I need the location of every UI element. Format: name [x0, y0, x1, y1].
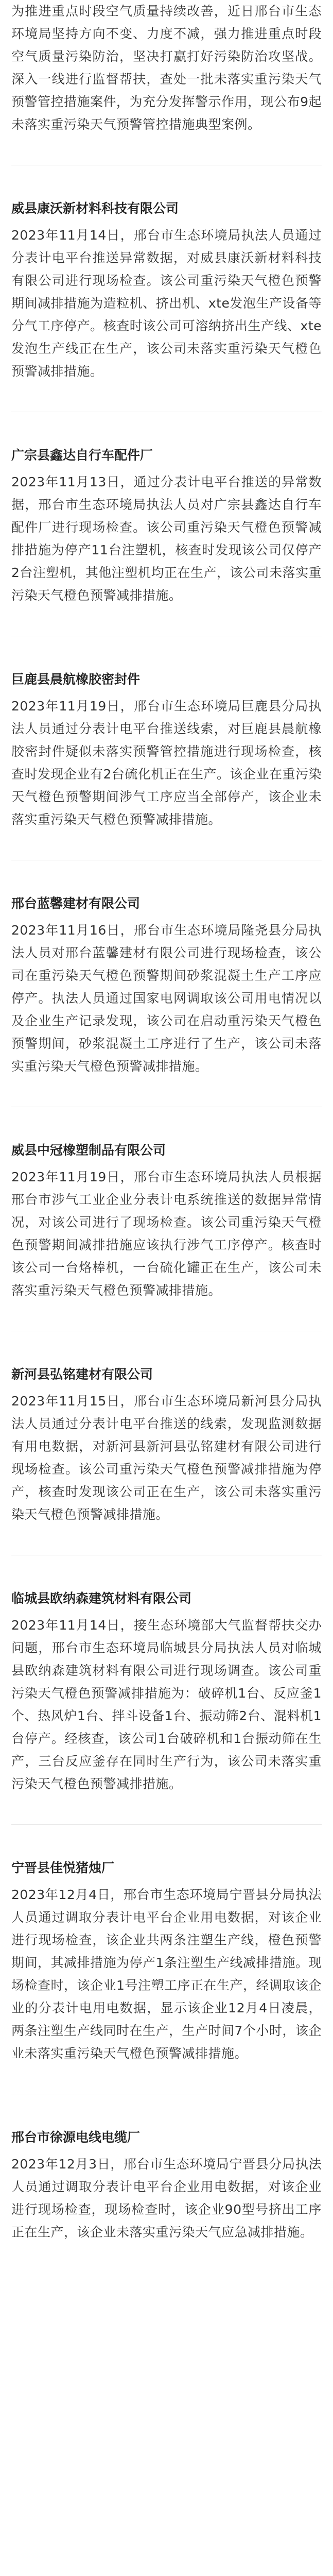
case-body: 2023年12月3日，邢台市生态环境局宁晋县分局执法人员通过调取分表计电平台企业用电数据，对该企业进行现场检查，现场检查时，该企业90型号挤出工序正在生产，该企业未落实重污染天气应急减排措施。	[11, 2157, 322, 2240]
case-body: 2023年11月19日，邢台市生态环境局巨鹿县分局执法人员通过分表计电平台推送线索，对巨鹿县晨航橡胶密封件疑似未落实预警管控措施进行现场检查，核查时发现企业有2台硫化机正在生产。该企业在重污染天气橙色预警期间涉气工序应当全部停产，该企业未落实重污染天气橙色预警减排措施。	[11, 699, 322, 827]
case-section	[11, 892, 322, 1078]
case-body: 2023年12月4日，邢台市生态环境局宁晋县分局执法人员通过调取分表计电平台企业用电数据，对该企业进行现场检查，该企业共两条注塑生产线，橙色预警期间，其减排措施为停产1条注塑生产线减排措施。现场检查时，该企业1号注塑工序正在生产，经调取该企业的分表计电用电数据，显示该企业12月4日凌晨，两条注塑生产线同时在生产，生产时间7个小时，该企业未落实重污染天气橙色预警减排措施。	[11, 1887, 322, 2061]
case-section	[11, 1139, 322, 1302]
section-divider	[11, 1824, 322, 1825]
case-section	[11, 444, 322, 607]
case-title: 威县中冠橡塑制品有限公司	[11, 1143, 166, 1158]
case-section	[11, 1857, 322, 2065]
case-title: 邢台蓝馨建材有限公司	[11, 896, 141, 911]
case-title: 邢台市徐源电线电缆厂	[11, 2130, 141, 2145]
case-body: 2023年11月14日，接生态环境部大气监督帮扶交办问题，邢台市生态环境局临城县分局执法人员对临城县欧纳森建筑材料有限公司进行现场调查。该公司重污染天气橙色预警减排措施为：破碎机1台、反应釜1个、热风炉1台、拌斗设备1台、振动筛2台、混料机1台停产。经核查，该公司1台破碎机和1台振动筛在生产，三台反应釜存在同时生产行为，该公司未落实重污染天气橙色预警减排措施。	[11, 1618, 322, 1791]
case-body: 2023年11月19日，邢台市生态环境局执法人员根据邢台市涉气工业企业分表计电系统推送的数据异常情况，对该公司进行了现场检查。该公司重污染天气橙色预警期间减排措施应该执行涉气工序停产。核查时该公司一台烙棒机，一台硫化罐正在生产，该公司未落实重污染天气橙色预警减排措施。	[11, 1170, 322, 1298]
case-body: 2023年11月13日，通过分表计电平台推送的异常数据，邢台市生态环境局执法人员对广宗县鑫达自行车配件厂进行现场检查。该公司重污染天气橙色预警减排措施为停产11台注塑机，核查时发现该公司仅停产2台注塑机，其他注塑机均正在生产，该公司未落实重污染天气橙色预警减排措施。	[11, 474, 322, 603]
intro-paragraph: 为推进重点时段空气质量持续改善，近日邢台市生态环境局坚持方向不变、力度不减，强力推进重点时段空气质量污染防治，坚决打赢打好污染防治攻坚战。深入一线进行监督帮扶，查处一批未落实重污染天气预警管控措施案件，为充分发挥警示作用，现公布9起未落实重污染天气预警管控措施典型案例。	[11, 4, 322, 132]
case-title: 宁晋县佳悦猪烛厂	[11, 1860, 115, 1875]
case-body: 2023年11月15日，邢台市生态环境局新河县分局执法人员通过分表计电平台推送的线索，发现监测数据有用电数据，对新河县新河县弘铭建材有限公司进行现场检查。该公司重污染天气橙色预警减排措施为停产，核查时发现该公司正在生产，该公司未落实重污染天气橙色预警减排措施。	[11, 1394, 322, 1522]
case-section	[11, 197, 322, 383]
case-section	[11, 668, 322, 831]
case-body: 2023年11月14日，邢台市生态环境局执法人员通过分表计电平台推送异常数据，对威县康沃新材料科技有限公司进行现场检查。该公司重污染天气橙色预警期间减排措施为造粒机、挤出机、xte发泡生产设备等分气工序停产。核查时该公司可溶纳挤出生产线、xte发泡生产线正在生产，该公司未落实重污染天气橙色预警减排措施。	[11, 228, 322, 379]
case-section	[11, 1587, 322, 1795]
case-body: 2023年11月16日，邢台市生态环境局隆尧县分局执法人员对邢台蓝馨建材有限公司进行现场检查，该公司在重污染天气橙色预警期间砂浆混凝土生产工序应停产。执法人员通过国家电网调取该公司用电情况以及企业生产记录发现，该公司在启动重污染天气橙色预警期间，砂浆混凝土工序进行了生产，该公司未落实重污染天气橙色预警减排措施。	[11, 923, 322, 1074]
case-title: 威县康沃新材料科技有限公司	[11, 201, 179, 216]
case-title: 巨鹿县晨航橡胶密封件	[11, 672, 141, 687]
case-title: 广宗县鑫达自行车配件厂	[11, 448, 153, 463]
case-title: 临城县欧纳森建筑材料有限公司	[11, 1591, 192, 1606]
case-section	[11, 1363, 322, 1526]
case-title: 新河县弘铭建材有限公司	[11, 1367, 153, 1382]
case-section	[11, 2126, 322, 2244]
